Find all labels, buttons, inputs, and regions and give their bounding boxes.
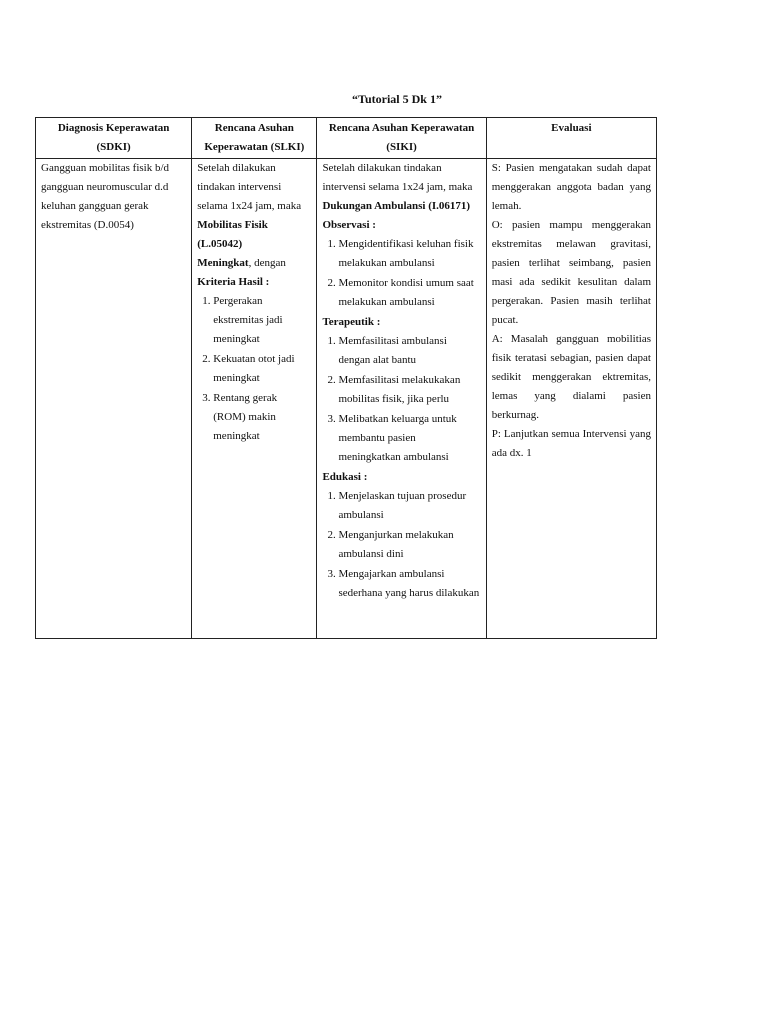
list-item: 1. Menjelaskan tujuan prosedur ambulansi [338, 487, 480, 525]
header-slki: Rencana Asuhan Keperawatan (SLKI) [192, 118, 317, 159]
diagnosis-text: Gangguan mobilitas fisik b/d gangguan neuromuscular d.d keluhan gangguan gerak ekstremitas (D.0054) [41, 162, 170, 231]
siki-terapeutik-list [322, 332, 480, 467]
header-siki: Rencana Asuhan Keperawatan (SIKI) [317, 118, 486, 159]
list-item: 2. Memfasilitasi melakukakan mobilitas fisik, jika perlu [338, 371, 480, 409]
evaluasi-subjective: S: Pasien mengatakan sudah dapat menggerakan anggota badan yang lemah. [491, 162, 651, 212]
table-header-row [36, 118, 657, 159]
list-item: 3. Mengajarkan ambulansi sederhana yang harus dilakukan [338, 565, 480, 603]
slki-intro: Setelah dilakukan tindakan intervensi selama 1x24 jam, maka [197, 162, 302, 212]
evaluasi-objective: O: pasien mampu menggerakan ekstremitas melawan gravitasi, pasien terlihat seimbang, pasien masi ada sedikit kesulitan dalam pergerakan. Pasien masih terlihat pucat. [491, 219, 651, 326]
siki-terapeutik-label: Terapeutik : [322, 316, 381, 328]
siki-intervention: Dukungan Ambulansi (I.06171) [322, 200, 471, 212]
list-item: 2. Kekuatan otot jadi meningkat [213, 350, 311, 388]
evaluasi-assessment: A: Masalah gangguan mobilitias fisik teratasi sebagian, pasien dapat sedikit menggerakan ektremitas, lemas yang dialami pasien berkurnag. [491, 333, 651, 421]
list-item: 3. Rentang gerak (ROM) makin meningkat [213, 389, 311, 446]
list-item: 2. Menganjurkan melakukan ambulansi dini [338, 526, 480, 564]
slki-outcome: Mobilitas Fisik (L.05042) [197, 219, 268, 250]
list-item: 1. Mengidentifikasi keluhan fisik melakukan ambulansi [338, 235, 480, 273]
header-sdki: Diagnosis Keperawatan (SDKI) [36, 118, 192, 159]
list-item: 3. Melibatkan keluarga untuk membantu pasien meningkatkan ambulansi [338, 410, 480, 467]
care-plan-table [35, 117, 657, 639]
cell-evaluasi [486, 159, 656, 639]
evaluasi-plan: P: Lanjutkan semua Intervensi yang ada dx. 1 [491, 428, 651, 459]
cell-slki [192, 159, 317, 639]
siki-edukasi-label: Edukasi : [322, 471, 368, 483]
list-item: 1. Memfasilitasi ambulansi dengan alat bantu [338, 332, 480, 370]
slki-status-suffix: , dengan [248, 257, 286, 269]
siki-edukasi-list [322, 487, 480, 603]
list-item: 2. Memonitor kondisi umum saat melakukan ambulansi [338, 274, 480, 312]
header-evaluasi: Evaluasi [486, 118, 656, 159]
slki-criteria-label: Kriteria Hasil : [197, 276, 270, 288]
siki-observasi-label: Observasi : [322, 219, 376, 231]
document-title: “Tutorial 5 Dk 1” [352, 92, 442, 106]
siki-observasi-list [322, 235, 480, 312]
slki-status: Meningkat [197, 257, 249, 269]
cell-siki [317, 159, 486, 639]
table-row [36, 159, 657, 639]
cell-diagnosis [36, 159, 192, 639]
list-item: 1. Pergerakan ekstremitas jadi meningkat [213, 292, 311, 349]
siki-intro: Setelah dilakukan tindakan intervensi selama 1x24 jam, maka [322, 162, 473, 193]
slki-criteria-list [197, 292, 311, 446]
